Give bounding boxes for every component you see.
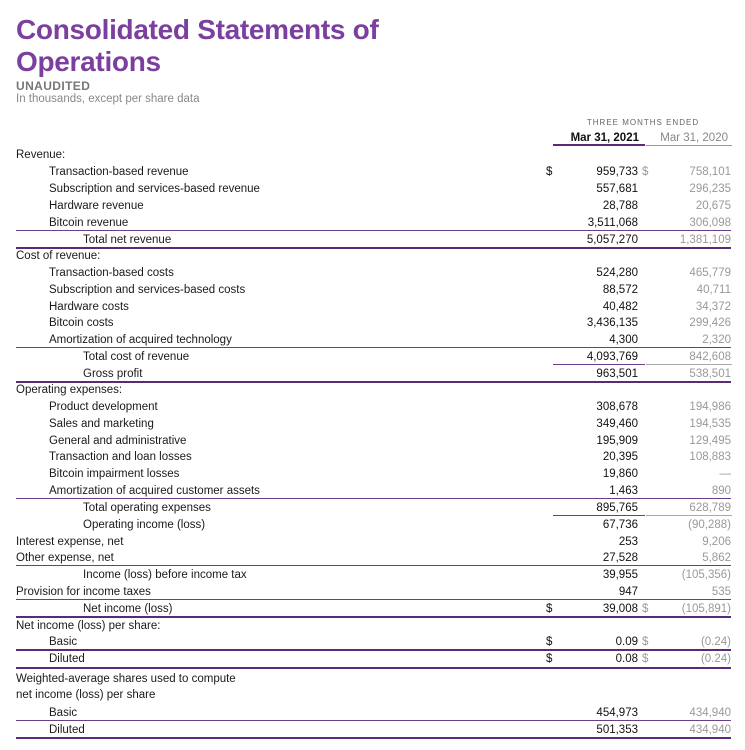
row-label: Net income (loss) bbox=[83, 603, 173, 615]
row-label: Bitcoin costs bbox=[49, 317, 114, 329]
row-label: Provision for income taxes bbox=[16, 586, 151, 598]
row-label: Subscription and services-based costs bbox=[49, 284, 246, 296]
row-label: Diluted bbox=[49, 653, 85, 665]
table-row bbox=[0, 265, 745, 282]
divider-rule bbox=[16, 230, 731, 231]
currency-symbol-2020: $ bbox=[642, 166, 649, 178]
currency-symbol-2020: $ bbox=[642, 653, 649, 665]
value-2021: 959,733 bbox=[596, 166, 638, 178]
value-2021: 963,501 bbox=[596, 368, 638, 380]
value-2020: 535 bbox=[711, 586, 731, 598]
divider-rule bbox=[646, 515, 732, 516]
value-2020: 299,426 bbox=[689, 317, 731, 329]
value-2021: 4,300 bbox=[609, 334, 638, 346]
value-2020: 40,711 bbox=[696, 284, 731, 296]
value-2021: 40,482 bbox=[602, 301, 638, 313]
row-label: Amortization of acquired customer assets bbox=[49, 485, 260, 497]
row-label: Gross profit bbox=[83, 368, 143, 380]
value-2020: 628,789 bbox=[689, 502, 731, 514]
row-label: Bitcoin impairment losses bbox=[49, 468, 180, 480]
divider-rule bbox=[646, 364, 732, 365]
value-2021: 308,678 bbox=[596, 401, 638, 413]
divider-rule bbox=[16, 347, 731, 348]
divider-rule bbox=[16, 649, 731, 651]
value-2021: 28,788 bbox=[602, 200, 638, 212]
row-label: net income (loss) per share bbox=[16, 689, 156, 701]
row-label: Total cost of revenue bbox=[83, 351, 190, 363]
value-2021: 501,353 bbox=[596, 724, 638, 736]
table-row bbox=[0, 315, 745, 332]
currency-symbol-2021: $ bbox=[546, 653, 553, 665]
divider-rule bbox=[16, 737, 731, 739]
value-2020: 2,320 bbox=[702, 334, 731, 346]
page-title: Consolidated Statements of Operations bbox=[16, 14, 379, 77]
row-label: General and administrative bbox=[49, 435, 187, 447]
table-row bbox=[0, 248, 745, 265]
currency-symbol-2021: $ bbox=[546, 166, 553, 178]
value-2021: 27,528 bbox=[602, 552, 638, 564]
currency-symbol-2020: $ bbox=[642, 603, 649, 615]
value-2021: 524,280 bbox=[596, 267, 638, 279]
table-row bbox=[0, 534, 745, 551]
row-label: Sales and marketing bbox=[49, 418, 154, 430]
table-row bbox=[0, 282, 745, 299]
table-row bbox=[0, 147, 745, 164]
table-row bbox=[0, 567, 745, 584]
value-2020: (0.24) bbox=[700, 653, 731, 665]
value-2021: 3,436,135 bbox=[586, 317, 638, 329]
row-label: Cost of revenue: bbox=[16, 250, 101, 262]
value-2021: 0.09 bbox=[615, 636, 638, 648]
divider-rule bbox=[16, 381, 731, 383]
table-row bbox=[0, 198, 745, 215]
divider-rule bbox=[553, 515, 645, 516]
table-row bbox=[0, 671, 745, 688]
divider-rule bbox=[16, 565, 731, 566]
value-2020: 1,381,109 bbox=[679, 234, 731, 246]
row-label: Interest expense, net bbox=[16, 536, 124, 548]
value-2020: 194,535 bbox=[689, 418, 731, 430]
value-2020: 758,101 bbox=[689, 166, 731, 178]
value-2020: 194,986 bbox=[689, 401, 731, 413]
value-2020: (105,356) bbox=[681, 569, 731, 581]
row-label: Basic bbox=[49, 636, 78, 648]
value-2021: 1,463 bbox=[609, 485, 638, 497]
value-2021: 253 bbox=[618, 536, 638, 548]
table-row bbox=[0, 164, 745, 181]
row-label: Hardware revenue bbox=[49, 200, 144, 212]
value-2020: 434,940 bbox=[689, 707, 731, 719]
value-2020: 434,940 bbox=[689, 724, 731, 736]
value-2020: 129,495 bbox=[689, 435, 731, 447]
row-label: Revenue: bbox=[16, 149, 66, 161]
period-header: THREE MONTHS ENDED bbox=[586, 118, 700, 127]
table-row bbox=[0, 382, 745, 399]
value-2020: 306,098 bbox=[689, 217, 731, 229]
row-label: Amortization of acquired technology bbox=[49, 334, 232, 346]
table-row bbox=[0, 299, 745, 316]
value-2020: (0.24) bbox=[700, 636, 731, 648]
divider-rule bbox=[16, 720, 731, 721]
table-row bbox=[0, 687, 745, 704]
table-row bbox=[0, 416, 745, 433]
value-2021: 19,860 bbox=[602, 468, 638, 480]
table-row bbox=[0, 651, 745, 668]
row-label: Bitcoin revenue bbox=[49, 217, 129, 229]
row-label: Operating income (loss) bbox=[83, 519, 206, 531]
table-row bbox=[0, 433, 745, 450]
value-2021: 349,460 bbox=[596, 418, 638, 430]
value-2021: 88,572 bbox=[602, 284, 638, 296]
row-label: Weighted-average shares used to compute bbox=[16, 673, 236, 685]
row-label: Total operating expenses bbox=[83, 502, 211, 514]
row-label: Transaction-based costs bbox=[49, 267, 174, 279]
row-label: Transaction and loan losses bbox=[49, 451, 192, 463]
divider-rule bbox=[16, 247, 731, 249]
row-label: Net income (loss) per share: bbox=[16, 620, 161, 632]
value-2021: 67,736 bbox=[602, 519, 638, 531]
row-label: Transaction-based revenue bbox=[49, 166, 189, 178]
currency-symbol-2020: $ bbox=[642, 636, 649, 648]
table-row bbox=[0, 399, 745, 416]
value-2021: 895,765 bbox=[596, 502, 638, 514]
currency-symbol-2021: $ bbox=[546, 636, 553, 648]
divider-rule bbox=[553, 364, 645, 365]
value-2020: 34,372 bbox=[695, 301, 731, 313]
row-label: Basic bbox=[49, 707, 78, 719]
units-note: In thousands, except per share data bbox=[16, 93, 200, 105]
value-2020: 842,608 bbox=[689, 351, 731, 363]
value-2020: — bbox=[719, 468, 731, 480]
divider-rule bbox=[16, 498, 731, 499]
table-row bbox=[0, 517, 745, 534]
value-2020: 890 bbox=[711, 485, 731, 497]
row-label: Subscription and services-based revenue bbox=[49, 183, 260, 195]
table-row bbox=[0, 449, 745, 466]
value-2021: 3,511,068 bbox=[587, 217, 638, 229]
row-label: Operating expenses: bbox=[16, 384, 123, 396]
column-header-2020: Mar 31, 2020 bbox=[646, 130, 732, 146]
value-2020: 296,235 bbox=[689, 183, 731, 195]
value-2020: 538,501 bbox=[689, 368, 731, 380]
value-2021: 947 bbox=[618, 586, 638, 598]
row-label: Total net revenue bbox=[83, 234, 172, 246]
divider-rule bbox=[16, 599, 731, 600]
value-2020: 5,862 bbox=[702, 552, 731, 564]
value-2021: 39,955 bbox=[602, 569, 638, 581]
value-2020: (90,288) bbox=[688, 519, 731, 531]
value-2021: 195,909 bbox=[596, 435, 638, 447]
value-2021: 557,681 bbox=[596, 183, 638, 195]
value-2020: 108,883 bbox=[689, 451, 731, 463]
value-2021: 20,395 bbox=[602, 451, 638, 463]
value-2020: 20,675 bbox=[695, 200, 731, 212]
row-label: Other expense, net bbox=[16, 552, 114, 564]
value-2020: (105,891) bbox=[681, 603, 731, 615]
value-2021: 0.08 bbox=[615, 653, 638, 665]
value-2021: 5,057,270 bbox=[586, 234, 638, 246]
value-2020: 9,206 bbox=[702, 536, 731, 548]
row-label: Diluted bbox=[49, 724, 85, 736]
column-header-2021: Mar 31, 2021 bbox=[553, 130, 645, 146]
row-label: Product development bbox=[49, 401, 158, 413]
table-row bbox=[0, 466, 745, 483]
unaudited-label: UNAUDITED bbox=[16, 79, 91, 93]
table-row bbox=[0, 181, 745, 198]
table-row bbox=[0, 618, 745, 635]
divider-rule bbox=[16, 616, 731, 618]
currency-symbol-2021: $ bbox=[546, 603, 553, 615]
value-2020: 465,779 bbox=[689, 267, 731, 279]
value-2021: 4,093,769 bbox=[586, 351, 638, 363]
value-2021: 454,973 bbox=[596, 707, 638, 719]
divider-rule bbox=[16, 667, 731, 669]
row-label: Hardware costs bbox=[49, 301, 129, 313]
row-label: Income (loss) before income tax bbox=[83, 569, 247, 581]
value-2021: 39,008 bbox=[602, 603, 638, 615]
